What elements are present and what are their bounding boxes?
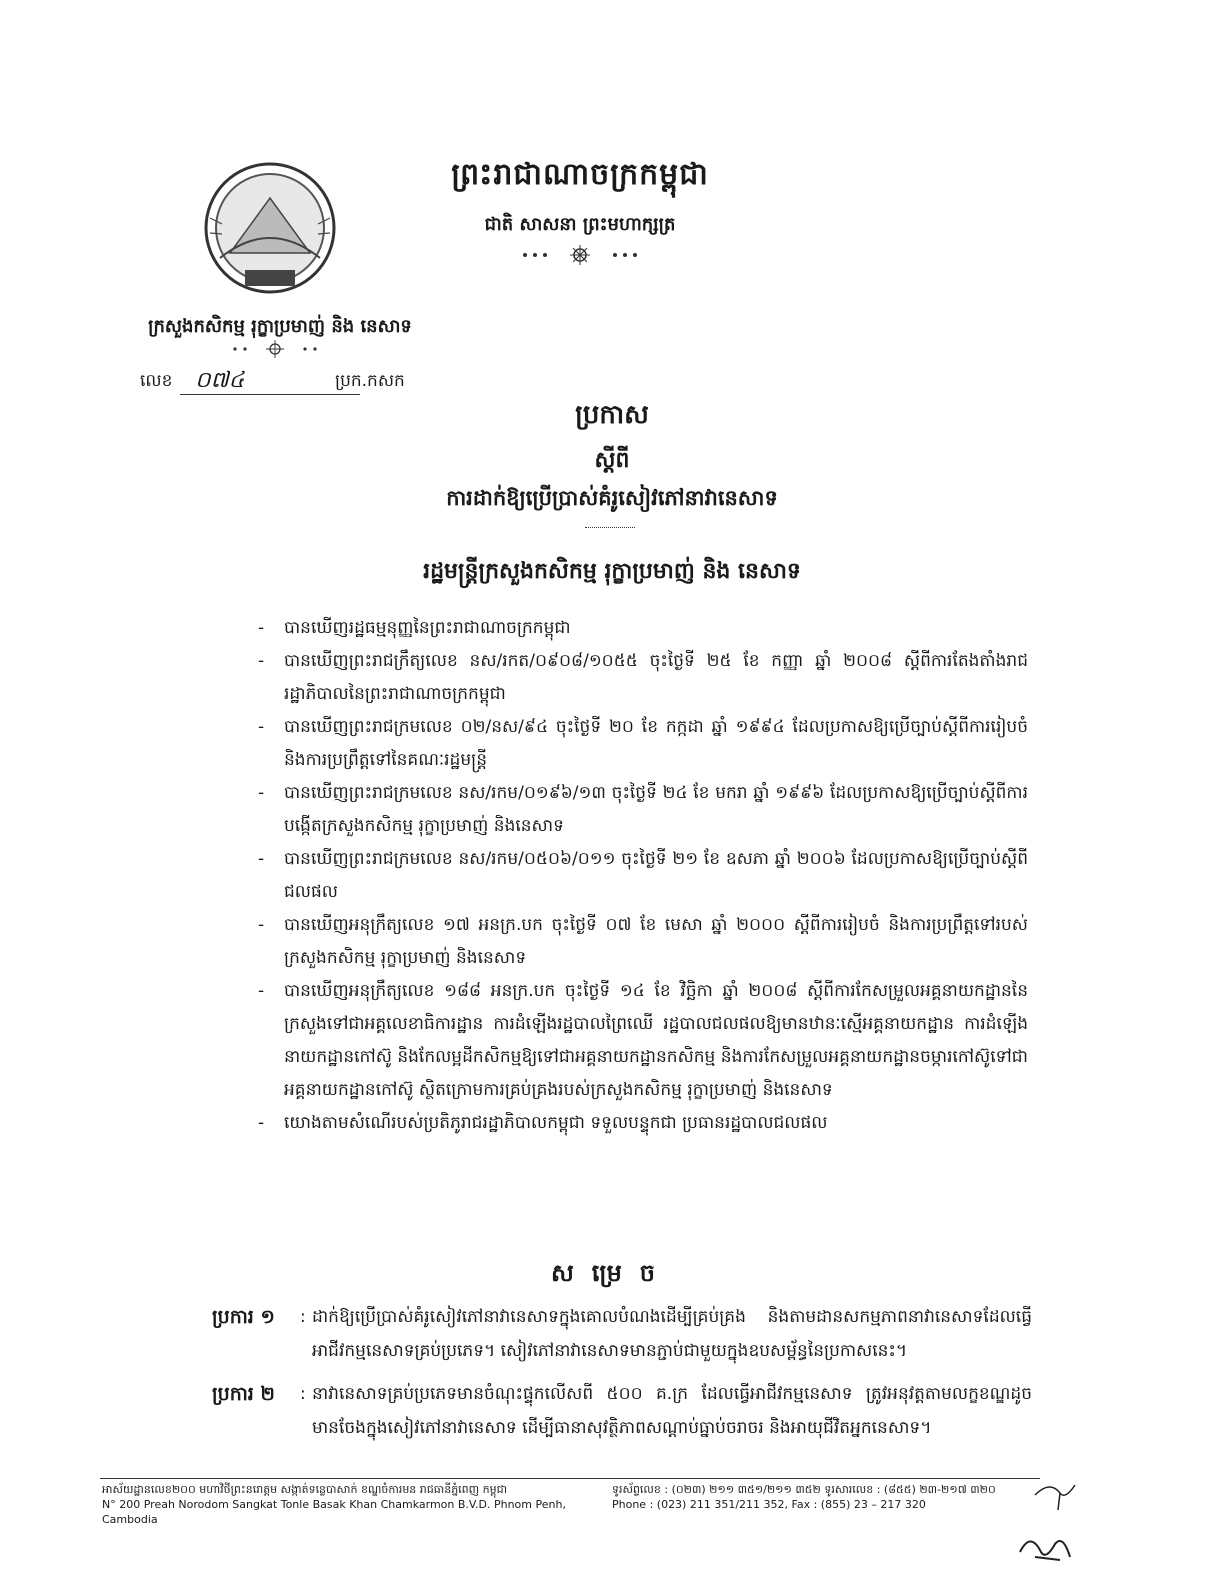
document-about: ស្តីពី <box>594 448 630 473</box>
ornament-divider <box>500 245 660 265</box>
ref-number: ០៧៤ <box>195 368 245 393</box>
reference-line <box>140 366 440 396</box>
article-1 <box>212 1300 1032 1368</box>
national-motto: ជាតិ សាសនា ព្រះមហាក្សត្រ <box>484 214 676 235</box>
ministry-name: ក្រសួងកសិកម្ម រុក្ខាប្រមាញ់ និង នេសាទ <box>148 316 412 337</box>
ref-label: លេខ <box>140 371 173 391</box>
list-item: - បានឃើញរដ្ឋធម្មនុញ្ញនៃព្រះរាជាណាចក្រកម្ពុជា <box>258 618 571 638</box>
article-text: នាវានេសាទគ្រប់ប្រភេទមានចំណុះផ្ទុកលើសពី ៥០០ គ.ក្រ ដែលធ្វើអាជីវកម្មនេសាទ ត្រូវអនុវត្តតាមលក្ខខណ្ឌដូចមានចែងក្នុងសៀវភៅនាវានេសាទ ដើម្បីធានាសុវត្ថិភាពសណ្តាប់ធ្នាប់ចរាចរ និងអាយុជីវិតអ្នកនេសាទ។ <box>312 1384 1032 1438</box>
list-item: - បានឃើញព្រះរាជក្រមលេខ ០២/នស/៩៤ ចុះថ្ងៃទី ២០ ខែ កក្កដា ឆ្នាំ ១៩៩៤ ដែលប្រកាសឱ្យប្រើច្បាប់ស្តីពីការរៀបចំ និងការប្រព្រឹត្តទៅនៃគណៈរដ្ឋមន្ត្រី <box>258 717 1028 770</box>
consideration-text: បានឃើញព្រះរាជក្រឹត្យលេខ នស/រកត/០៩០៨/១០៥៥ ចុះថ្ងៃទី ២៥ ខែ កញ្ញា ឆ្នាំ ២០០៨ ស្តីពីការតែងតាំងរាជរដ្ឋាភិបាលនៃព្រះរាជាណាចក្រកម្ពុជា <box>284 651 1028 704</box>
article-colon: : <box>300 1384 306 1404</box>
consideration-text: យោងតាមសំណើរបស់ប្រតិភូរាជរដ្ឋាភិបាលកម្ពុជា ទទួលបន្ទុកជា ប្រធានរដ្ឋបាលជលផល <box>284 1113 828 1133</box>
article-label: ប្រការ ១ <box>212 1306 275 1328</box>
consideration-text: បានឃើញព្រះរាជក្រមលេខ នស/រកម/០១៩៦/១៣ ចុះថ្ងៃទី ២៤ ខែ មករា ឆ្នាំ ១៩៩៦ ដែលប្រកាសឱ្យប្រើច្បាប់ស្តីពីការបង្កើតក្រសួងកសិកម្ម រុក្ខាប្រមាញ់ និងនេសាទ <box>284 783 1028 836</box>
consideration-text: បានឃើញព្រះរាជក្រមលេខ ០២/នស/៩៤ ចុះថ្ងៃទី ២០ ខែ កក្កដា ឆ្នាំ ១៩៩៤ ដែលប្រកាសឱ្យប្រើច្បាប់ស្តីពីការរៀបចំ និងការប្រព្រឹត្តទៅនៃគណៈរដ្ឋមន្ត្រី <box>284 717 1028 770</box>
article-colon: : <box>300 1307 306 1327</box>
list-item: - បានឃើញព្រះរាជក្រមលេខ នស/រកម/០១៩៦/១៣ ចុះថ្ងៃទី ២៤ ខែ មករា ឆ្នាំ ១៩៩៦ ដែលប្រកាសឱ្យប្រើច្បាប់ស្តីពីការបង្កើតក្រសួងកសិកម្ម រុក្ខាប្រមាញ់ និងនេសាទ <box>258 783 1028 836</box>
ministry-emblem <box>190 158 350 308</box>
list-item: - បានឃើញព្រះរាជក្រឹត្យលេខ នស/រកត/០៩០៨/១០៥៥ ចុះថ្ងៃទី ២៥ ខែ កញ្ញា ឆ្នាំ ២០០៨ ស្តីពីការតែងតាំងរាជរដ្ឋាភិបាលនៃព្រះរាជាណាចក្រកម្ពុជា <box>258 651 1028 704</box>
ornament-divider <box>215 340 335 358</box>
kingdom-title: ព្រះរាជាណាចក្រកម្ពុជា <box>451 157 709 192</box>
footer-address-kh: អាស័យដ្ឋានលេខ២០០ មហាវិថីព្រះនរោត្តម សង្កាត់ទន្លេបាសាក់ ខណ្ឌចំការមន រាជធានីភ្នំពេញ កម្ពុជា <box>102 1483 508 1496</box>
list-item: - យោងតាមសំណើរបស់ប្រតិភូរាជរដ្ឋាភិបាលកម្ពុជា ទទួលបន្ទុកជា ប្រធានរដ្ឋបាលជលផល <box>258 1113 828 1133</box>
considerations-list <box>258 612 1028 1140</box>
consideration-text: បានឃើញអនុក្រឹត្យលេខ ១៧ អនក្រ.បក ចុះថ្ងៃទី ០៧ ខែ មេសា ឆ្នាំ ២០០០ ស្តីពីការរៀបចំ និងការប្រព្រឹត្តទៅរបស់ក្រសួងកសិកម្ម រុក្ខាប្រមាញ់ និងនេសាទ <box>284 915 1028 968</box>
initial-mark <box>1030 1475 1080 1515</box>
article-label: ប្រការ ២ <box>212 1383 275 1405</box>
issuing-minister: រដ្ឋមន្ត្រីក្រសួងកសិកម្ម រុក្ខាប្រមាញ់ និង នេសាទ <box>423 559 801 584</box>
article-2 <box>212 1377 1032 1445</box>
consideration-text: បានឃើញព្រះរាជក្រមលេខ នស/រកម/០៥០៦/០១១ ចុះថ្ងៃទី ២១ ខែ ឧសភា ឆ្នាំ ២០០៦ ដែលប្រកាសឱ្យប្រើច្បាប់ស្តីពីជលផល <box>284 849 1028 902</box>
document-subject: ការដាក់ឱ្យប្រើប្រាស់គំរូសៀវភៅនាវានេសាទ <box>446 486 778 510</box>
footer-phone-en: Phone : (023) 211 351/211 352, Fax : (855) 23 – 217 320 <box>612 1498 926 1511</box>
footer-rule <box>100 1478 1040 1479</box>
decision-heading: សម្រេច <box>550 1259 674 1287</box>
list-item: - បានឃើញអនុក្រឹត្យលេខ ១៧ អនក្រ.បក ចុះថ្ងៃទី ០៧ ខែ មេសា ឆ្នាំ ២០០០ ស្តីពីការរៀបចំ និងការប្រព្រឹត្តទៅរបស់ក្រសួងកសិកម្ម រុក្ខាប្រមាញ់ និងនេសាទ <box>258 915 1028 968</box>
signature-mark <box>1015 1522 1075 1572</box>
ref-suffix: ប្រក.កសក <box>335 371 405 391</box>
consideration-text: បានឃើញរដ្ឋធម្មនុញ្ញនៃព្រះរាជាណាចក្រកម្ពុជា <box>284 618 571 638</box>
list-item: - បានឃើញព្រះរាជក្រមលេខ នស/រកម/០៥០៦/០១១ ចុះថ្ងៃទី ២១ ខែ ឧសភា ឆ្នាំ ២០០៦ ដែលប្រកាសឱ្យប្រើច្បាប់ស្តីពីជលផល <box>258 849 1028 902</box>
footer-phone-kh: ទូរស័ព្ទលេខ : (០២៣) ២១១ ៣៥១/២១១ ៣៥២ ទូរសារលេខ : (៨៥៥) ២៣-២១៧ ៣២០ <box>612 1483 996 1496</box>
article-text: ដាក់ឱ្យប្រើប្រាស់គំរូសៀវភៅនាវានេសាទក្នុងគោលបំណងដើម្បីគ្រប់គ្រង និងតាមដានសកម្មភាពនាវានេសាទដែលធ្វើអាជីវកម្មនេសាទគ្រប់ប្រភេទ។ សៀវភៅនាវានេសាទមានភ្ជាប់ជាមួយក្នុងឧបសម្ព័ន្ធនៃប្រកាសនេះ។ <box>312 1307 1032 1361</box>
ref-underline <box>180 394 360 395</box>
document-type: ប្រកាស <box>575 400 649 430</box>
list-item: - បានឃើញអនុក្រឹត្យលេខ ១៨៨ អនក្រ.បក ចុះថ្ងៃទី ១៤ ខែ វិច្ឆិកា ឆ្នាំ ២០០៨ ស្តីពីការកែសម្រួលអគ្គនាយកដ្ឋាននៃក្រសួងទៅជាអគ្គលេខាធិការដ្ឋាន ការដំឡើងរដ្ឋបាលព្រៃឈើ រដ្ឋបាលជលផលឱ្យមានឋានៈស្មើអគ្គនាយកដ្ឋាន ការដំឡើងនាយកដ្ឋានកៅស៊ូ និងកែលម្អដីកសិកម្មឱ្យទៅជាអគ្គនាយកដ្ឋានកសិកម្ម និងការកែសម្រួលអគ្គនាយកដ្ឋានចម្ការកៅស៊ូទៅជាអគ្គនាយកដ្ឋានកៅស៊ូ ស្ថិតក្រោមការគ្រប់គ្រងរបស់ក្រសួងកសិកម្ម រុក្ខាប្រមាញ់ និងនេសាទ <box>258 981 1028 1100</box>
title-divider <box>585 527 635 528</box>
footer-address-en: N° 200 Preah Norodom Sangkat Tonle Basak Khan Chamkarmon B.V.D. Phnom Penh, Cambodia <box>102 1498 566 1526</box>
consideration-text: បានឃើញអនុក្រឹត្យលេខ ១៨៨ អនក្រ.បក ចុះថ្ងៃទី ១៤ ខែ វិច្ឆិកា ឆ្នាំ ២០០៨ ស្តីពីការកែសម្រួលអគ្គនាយកដ្ឋាននៃក្រសួងទៅជាអគ្គលេខាធិការដ្ឋាន ការដំឡើងរដ្ឋបាលព្រៃឈើ រដ្ឋបាលជលផលឱ្យមានឋានៈស្មើអគ្គនាយកដ្ឋាន ការដំឡើងនាយកដ្ឋានកៅស៊ូ និងកែលម្អដីកសិកម្មឱ្យទៅជាអគ្គនាយកដ្ឋានកសិកម្ម និងការកែសម្រួលអគ្គនាយកដ្ឋានចម្ការកៅស៊ូទៅជាអគ្គនាយកដ្ឋានកៅស៊ូ ស្ថិតក្រោមការគ្រប់គ្រងរបស់ក្រសួងកសិកម្ម រុក្ខាប្រមាញ់ និងនេសាទ <box>284 981 1028 1100</box>
